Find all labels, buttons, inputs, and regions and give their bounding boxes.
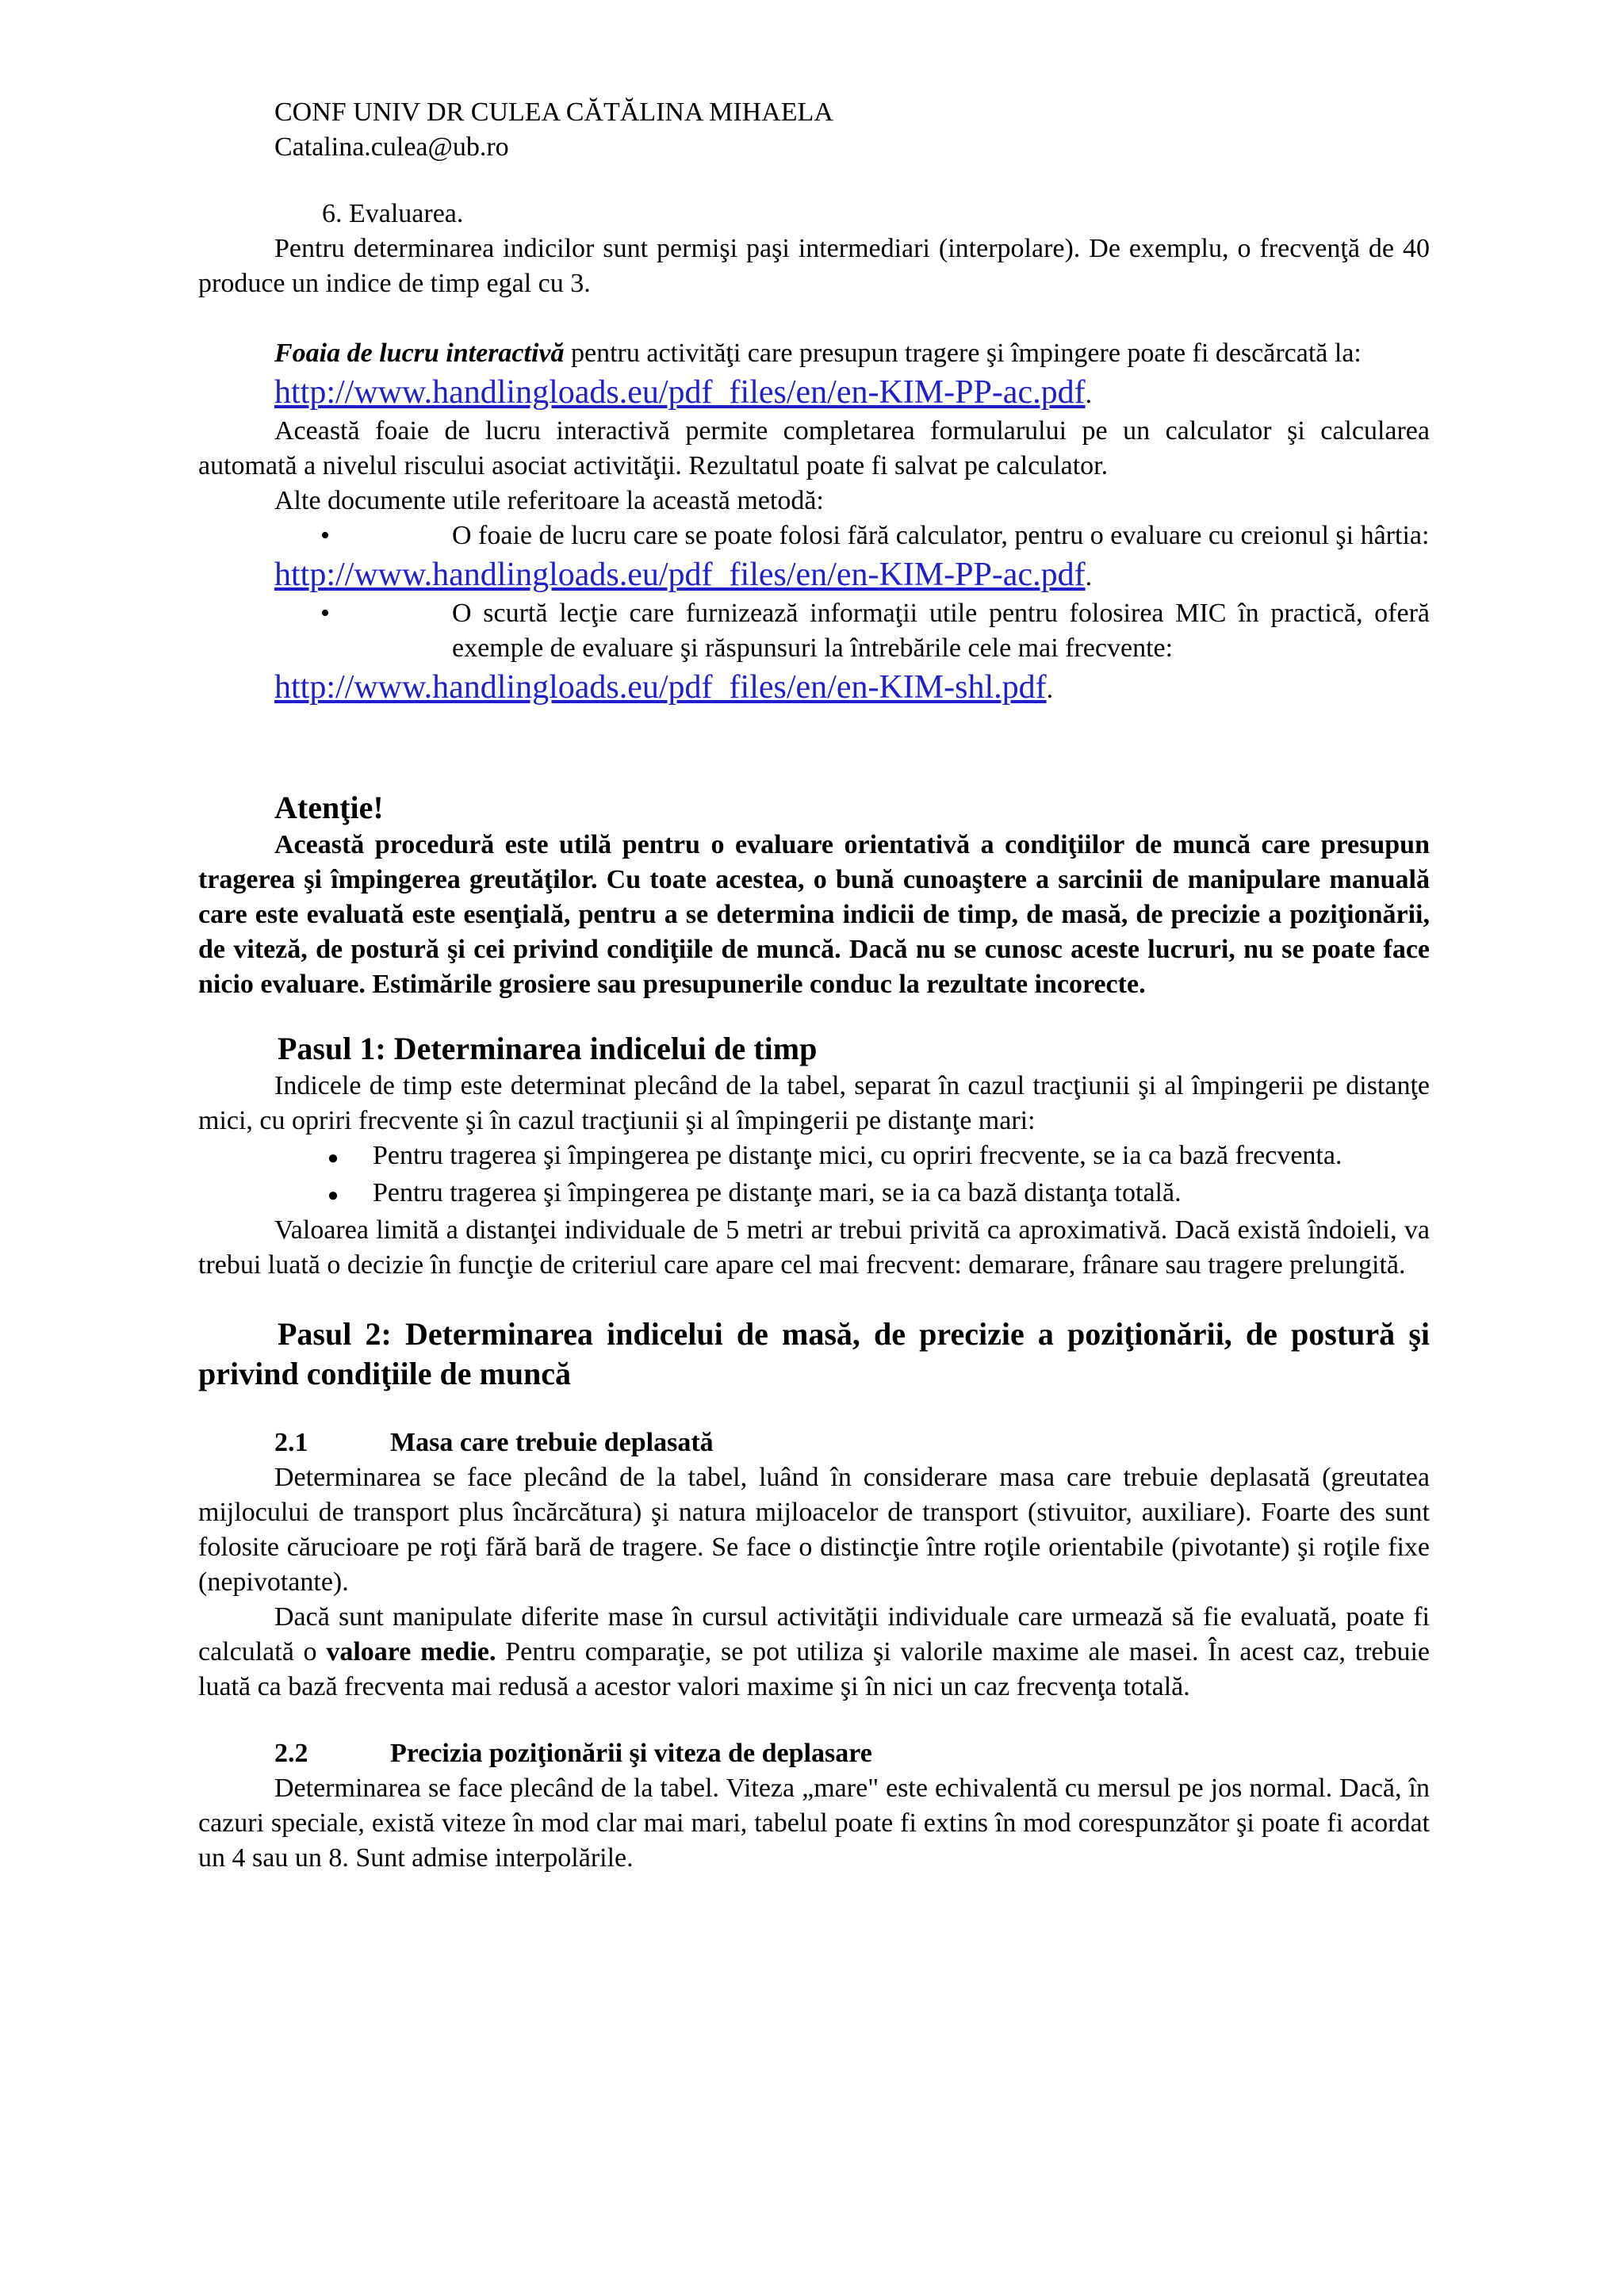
text-span: Dacă sunt manipulate diferite mase în cursul activităţii individuale care urmează să fie evaluată, poate fi calculată o [198, 1602, 1430, 1667]
section-title-evaluation: 6. Evaluarea. [322, 199, 464, 228]
subsection-number: 2.2 [274, 1739, 308, 1768]
subsection-2-1-heading [198, 1425, 1430, 1460]
author-name: CONF UNIV DR CULEA CĂTĂLINA MIHAELA [274, 98, 833, 127]
step1-bullet-short-distance: Pentru tragerea şi împingerea pe distanţe mici, cu opriri frecvente, se ia ca bază frecventa. [373, 1141, 1342, 1170]
bullet-text-short-lesson: O scurtă lecţie care furnizează informaţii utile pentru folosirea MIC în practică, oferă exemple de evaluare şi răspunsuri la întrebările cele mai frecvente: [452, 599, 1430, 663]
subsection-title: Precizia poziţionării şi viteza de deplasare [390, 1739, 872, 1768]
subsection-title: Masa care trebuie deplasată [390, 1428, 714, 1457]
text-span: Pentru comparaţie, se pot utiliza şi valorile maxime ale masei. În acest caz, trebuie luată ca bază frecventa mai redusă a acestor valori maxime şi în nici un caz frecvenţa totală. [198, 1637, 1431, 1701]
link-kim-pp-ac-1[interactable]: http://www.handlingloads.eu/pdf_files/en/en-KIM-PP-ac.pdf [274, 374, 1086, 411]
attention-title: Atenţie! [274, 790, 384, 825]
bullet-icon: • [320, 521, 330, 550]
bullet-icon: ● [327, 1185, 339, 1206]
subsection-2-2-heading [198, 1736, 1430, 1771]
step1-bullet-long-distance: Pentru tragerea şi împingerea pe distanţe mari, se ia ca bază distanţa totală. [373, 1178, 1182, 1207]
worksheet-text: pentru activităţi care presupun tragere şi împingere poate fi descărcată la: [564, 339, 1362, 368]
step2-title: Pasul 2: Determinarea indicelui de masă, de precizie a poziţionării, de postură şi privind condiţiile de muncă [198, 1316, 1430, 1391]
subsection-2-2-paragraph: Determinarea se face plecând de la tabel. Viteza „mare" este echivalentă cu mersul pe jos normal. Dacă, în cazuri speciale, există viteze în mod clar mai mari, tabelul poate fi extins în mod corespunzător şi poate fi acordat un 4 sau un 8. Sunt admise interpolările. [198, 1774, 1430, 1873]
link-kim-shl[interactable]: http://www.handlingloads.eu/pdf_files/en/en-KIM-shl.pdf [274, 669, 1047, 706]
bullet-text-paper-worksheet: O foaie de lucru care se poate folosi fără calculator, pentru o evaluare cu creionul şi hârtia: [452, 521, 1430, 550]
subsection-2-1-paragraph-2 [198, 1600, 1430, 1705]
subsection-2-1-paragraph-1: Determinarea se face plecând de la tabel, luând în considerare masa care trebuie deplasată (greutatea mijlocului de transport plus încărcătura) şi natura mijloacelor de transport (stivuitor, auxiliare). Foarte des sunt folosite cărucioare pe roţi fără bară de tragere. Se face o distincţie între roţile orientabile (pivotante) şi roţile fixe (nepivotante). [198, 1463, 1430, 1597]
worksheet-emphasis: Foaia de lucru interactivă [274, 339, 565, 368]
step1-title: Pasul 1: Determinarea indicelui de timp [278, 1031, 818, 1066]
list-item [198, 519, 1430, 553]
list-item [198, 1138, 1430, 1176]
link-kim-pp-ac-2[interactable]: http://www.handlingloads.eu/pdf_files/en/en-KIM-PP-ac.pdf [274, 557, 1086, 593]
author-email: Catalina.culea@ub.ro [274, 132, 509, 162]
list-item [198, 1176, 1430, 1213]
bullet-icon: ● [327, 1148, 339, 1169]
paragraph-worksheet-description: Această foaie de lucru interactivă permite completarea formularului pe un calculator şi calcularea automată a nivelul riscului asociat activităţii. Rezultatul poate fi salvat pe calculator. [198, 416, 1430, 480]
attention-text: Această procedură este utilă pentru o evaluare orientativă a condiţiilor de muncă care presupun tragerea şi împingerea greutăţilor. Cu toate acestea, o bună cunoaştere a sarcinii de manipulare manuală care este evaluată este esenţială, pentru a se determina indicii de timp, de masă, de precizie a poziţionării, de viteză, de postură şi cei privind condiţiile de muncă. Dacă nu se cunosc aceste lucruri, nu se poate face nicio evaluare. Estimările grosiere sau presupunerile conduc la rezultate incorecte. [198, 830, 1430, 999]
average-value-emphasis: valoare medie. [326, 1637, 496, 1667]
list-item [198, 596, 1430, 666]
bullet-icon: • [320, 599, 330, 628]
subsection-number: 2.1 [274, 1428, 308, 1457]
paragraph-other-documents: Alte documente utile referitoare la această metodă: [274, 486, 824, 515]
paragraph-worksheet [198, 336, 1430, 371]
step1-paragraph: Indicele de timp este determinat plecând de la tabel, separat în cazul tracţiunii şi al împingerii pe distanţe mici, cu opriri frecvente şi în cazul tracţiunii şi al împingerii pe distanţe mari: [198, 1071, 1430, 1135]
step1-limit-paragraph: Valoarea limită a distanţei individuale de 5 metri ar trebui privită ca aproximativă. Dacă există îndoieli, va trebui luată o decizie în funcţie de criteriul care apare cel mai frecvent: demarare, frânare sau tragere prelungită. [198, 1215, 1430, 1280]
paragraph-interpolation: Pentru determinarea indicilor sunt permişi paşi intermediari (interpolare). De exemplu, o frecvenţă de 40 produce un indice de timp egal cu 3. [198, 234, 1430, 298]
document-content: CONF UNIV DR CULEA CĂTĂLINA MIHAELA Catalina.culea@ub.ro 6. Evaluarea. Pentru determinarea indicilor sunt permişi paşi intermediari (interpolare). De exemplu, o frecvenţă de 40 produce un indice de timp egal cu 3. Foaia de lucru interactivă pentru activităţi care presupun tragere şi împingere poate fi descărcată la: http://www.handlingloads.eu/pdf_files/en/en-KIM-PP-ac.pdf. Această foaie de lucru interactivă permite completarea formularului pe un calculator şi calcularea automată a nivelul riscului asociat activităţii. Rezultatul poate fi salvat pe calculator. Alte documente utile referitoare la această metodă: • O foaie de lucru care se poate folosi fără calculator, pentru o evaluare cu creionul şi hârtia: http://www.handlingloads.eu/pdf_files/en/en-KIM-PP-ac.pdf. • O scurtă lecţie care furnizează informaţii utile pentru folosirea MIC în practică, oferă exemple de evaluare şi răspunsuri la întrebările cele mai frecvente: http://www.handlingloads.eu/pdf_files/en/en-KIM-shl.pdf. Atenţie! Această procedură este utilă pentru o evaluare orientativă a condiţiilor de muncă care presupun tragerea şi împingerea greutăţilor. Cu toate acestea, o bună cunoaştere a sarcinii de manipulare manuală care este evaluată este esenţială, pentru a se determina indicii de timp, de masă, de precizie a poziţionării, de viteză, de postură şi cei privind condiţiile de muncă. Dacă nu se cunosc aceste lucruri, nu se poate face nicio evaluare. Estimările grosiere sau presupunerile conduc la rezultate incorecte. Pasul 1: Determinarea indicelui de timp Indicele de timp este determinat plecând de la tabel, separat în cazul tracţiunii şi al împingerii pe distanţe mici, cu opriri frecvente şi în cazul tracţiunii şi al împingerii pe distanţe mari: ● Pentru tragerea şi împingerea pe distanţe mici, cu opriri frecvente, se ia ca bază frecventa. ● Pentru tragerea şi împingerea pe distanţe mari, se ia ca bază distanţa totală. Valoarea limită a distanţei individuale de 5 metri ar trebui privită ca aproximativă. Dacă există îndoieli, va trebui luată o decizie în funcţie de criteriul care apare cel mai frecvent: demarare, frânare sau tragere prelungită. Pasul 2: Determinarea indicelui de masă, de precizie a poziţionării, de postură şi privind condiţiile de muncă 2.1 Masa care trebuie deplasată Determinarea se face plecând de la tabel, luând în considerare masa care trebuie deplasată (greutatea mijlocului de transport plus încărcătura) şi natura mijloacelor de transport (stivuitor, auxiliare). Foarte des sunt folosite cărucioare pe roţi fără bară de tragere. Se face o distincţie între roţile orientabile (pivotante) şi roţile fixe (nepivotante). Dacă sunt manipulate diferite mase în cursul activităţii individuale care urmează să fie evaluată, poate fi calculată o valoare medie. Pentru comparaţie, se pot utiliza şi valorile maxime ale masei. În acest caz, trebuie luată ca bază frecventa mai redusă a acestor valori maxime şi în nici un caz frecvenţa totală. 2.2 Precizia poziţionării şi viteza de deplasare Determinarea se face plecând de la tabel. Viteza „mare" este echivalentă cu mersul pe jos normal. Dacă, în cazuri speciale, există viteze în mod clar mai mari, tabelul poate fi extins în mod corespunzător şi poate fi acordat un 4 sau un 8. Sunt admise interpolările. [198, 95, 1430, 1876]
